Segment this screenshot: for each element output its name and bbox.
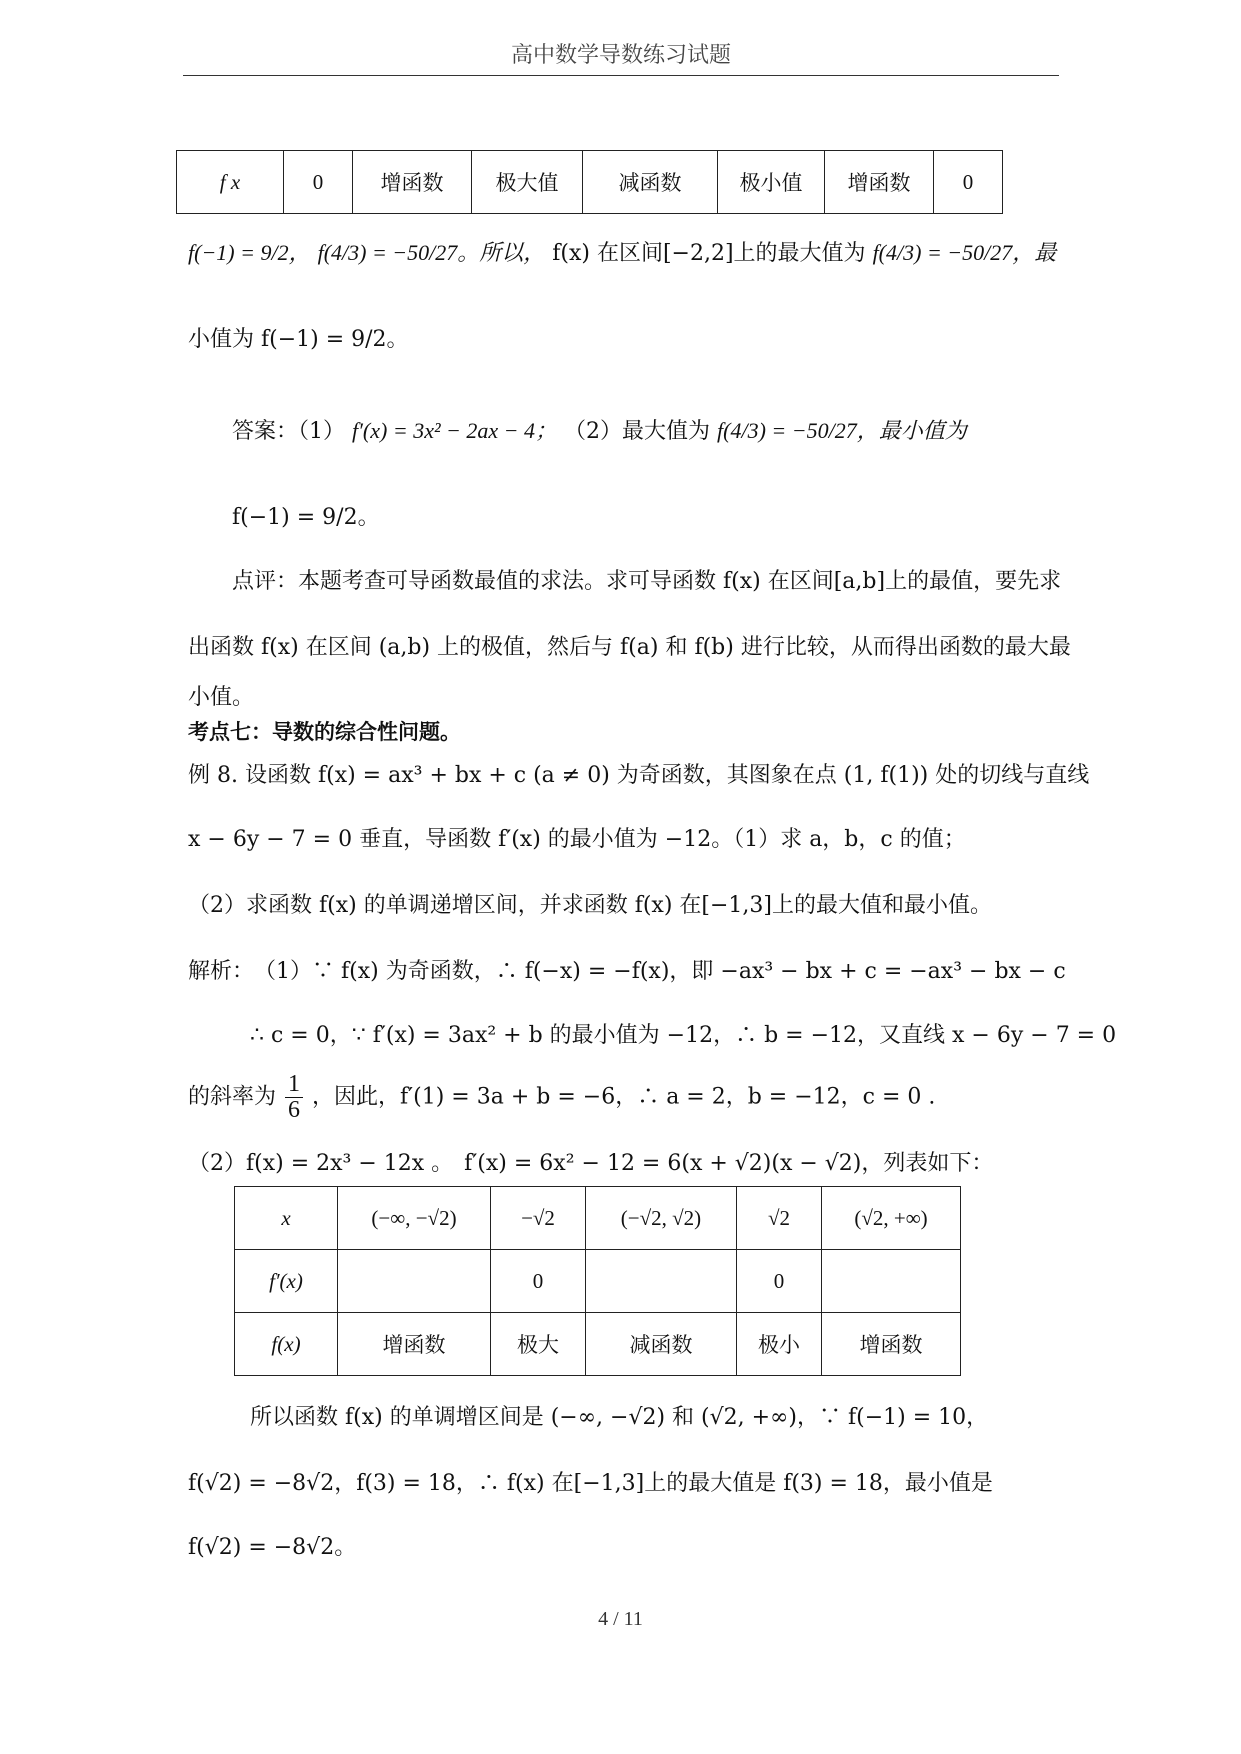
- text: 的斜率为: [188, 1084, 277, 1110]
- expr: f(−1) = 9/2，: [188, 240, 311, 265]
- example-line: x − 6y − 7 = 0 垂直，导函数 f′(x) 的最小值为 −12。（1）求 a，b，c 的值；: [188, 827, 966, 852]
- table-cell: f′(x): [235, 1250, 338, 1313]
- conclusion-line: f(√2) = −8√2，f(3) = 18，∴ f(x) 在[−1,3]上的最大值是 f(3) = 18，最小值是: [188, 1471, 993, 1496]
- example-line: 例 8. 设函数 f(x) = ax³ + bx + c (a ≠ 0) 为奇函数，其图象在点 (1, f(1)) 处的切线与直线: [188, 763, 1090, 788]
- comment-line: 出函数 f(x) 在区间 (a,b) 上的极值，然后与 f(a) 和 f(b) 进行比较，从而得出函数的最大最: [188, 635, 1071, 660]
- comment-line: 点评：本题考查可导函数最值的求法。求可导函数 f(x) 在区间[a,b]上的最值，要先求: [232, 569, 1062, 594]
- table-cell: f x: [177, 151, 284, 214]
- max-line: [188, 236, 1056, 267]
- table-cell: x: [235, 1187, 338, 1250]
- table-cell: 减函数: [583, 151, 718, 214]
- table-sign: [234, 1186, 961, 1376]
- table-row: [177, 151, 1003, 214]
- table-cell: 0: [737, 1250, 822, 1313]
- table-cell: [338, 1250, 491, 1313]
- solution-line: ∴ c = 0，∵ f′(x) = 3ax² + b 的最小值为 −12，∴ b = −12，又直线 x − 6y − 7 = 0: [250, 1023, 1117, 1048]
- table-cell: 极小: [737, 1313, 822, 1376]
- solution-line-3: [188, 1072, 935, 1123]
- fraction: $\frac{1}{6}$: [285, 1072, 303, 1123]
- answer-line: [232, 414, 967, 445]
- table-cell: (−∞, −√2): [338, 1187, 491, 1250]
- table-top: [176, 150, 1003, 214]
- table-cell: 极大值: [472, 151, 583, 214]
- text: ，因此，f′(1) = 3a + b = −6，∴ a = 2，b = −12，c = 0 .: [312, 1084, 936, 1110]
- conclusion-line: f(√2) = −8√2。: [188, 1535, 357, 1560]
- table-cell: (√2, +∞): [822, 1187, 961, 1250]
- table-row: [235, 1250, 961, 1313]
- expr: f(4/3) = −50/27，最小值为: [717, 418, 967, 443]
- table-cell: f(x): [235, 1313, 338, 1376]
- text: （2）最大值为: [564, 419, 711, 444]
- text: f(x) 在区间[−2,2]上的最大值为: [552, 241, 866, 266]
- table-cell: 增函数: [338, 1313, 491, 1376]
- table-row: [235, 1187, 961, 1250]
- min-line: 小值为 f(−1) = 9/2。: [188, 327, 409, 352]
- table-cell: 0: [284, 151, 353, 214]
- table-cell: 0: [934, 151, 1003, 214]
- page-number: 4 / 11: [598, 1608, 643, 1630]
- table-cell: [586, 1250, 737, 1313]
- expr: f(4/3) = −50/27，最: [872, 240, 1057, 265]
- solution-line: （2）f(x) = 2x³ − 12x 。 f′(x) = 6x² − 12 = 6(x + √2)(x − √2)，列表如下：: [188, 1151, 994, 1176]
- table-cell: 增函数: [822, 1313, 961, 1376]
- table-cell: 极小值: [718, 151, 825, 214]
- answer-label: 答案：（1）: [232, 419, 345, 444]
- solution-line: 解析： （1）∵ f(x) 为奇函数，∴ f(−x) = −f(x)，即 −ax³ − bx + c = −ax³ − bx − c: [188, 959, 1066, 984]
- table-cell: −√2: [491, 1187, 586, 1250]
- page-header: 高中数学导数练习试题: [183, 38, 1059, 76]
- section-title: 考点七：导数的综合性问题。: [188, 719, 461, 744]
- table-cell: (−√2, √2): [586, 1187, 737, 1250]
- table-cell: [822, 1250, 961, 1313]
- expr: f′(x) = 3x² − 2ax − 4；: [352, 418, 558, 443]
- table-row: [235, 1313, 961, 1376]
- expr: f(4/3) = −50/27。所以，: [317, 240, 546, 265]
- table-cell: 减函数: [586, 1313, 737, 1376]
- comment-line: 小值。: [188, 685, 255, 710]
- conclusion-line: 所以函数 f(x) 的单调增区间是 (−∞, −√2) 和 (√2, +∞)，∵ f(−1) = 10，: [250, 1405, 989, 1430]
- table-cell: √2: [737, 1187, 822, 1250]
- example-line: （2）求函数 f(x) 的单调递增区间，并求函数 f(x) 在[−1,3]上的最大值和最小值。: [188, 893, 992, 918]
- table-cell: 增函数: [353, 151, 472, 214]
- table-cell: 0: [491, 1250, 586, 1313]
- table-cell: 极大: [491, 1313, 586, 1376]
- table-cell: 增函数: [825, 151, 934, 214]
- answer-line-2: f(−1) = 9/2。: [232, 505, 380, 530]
